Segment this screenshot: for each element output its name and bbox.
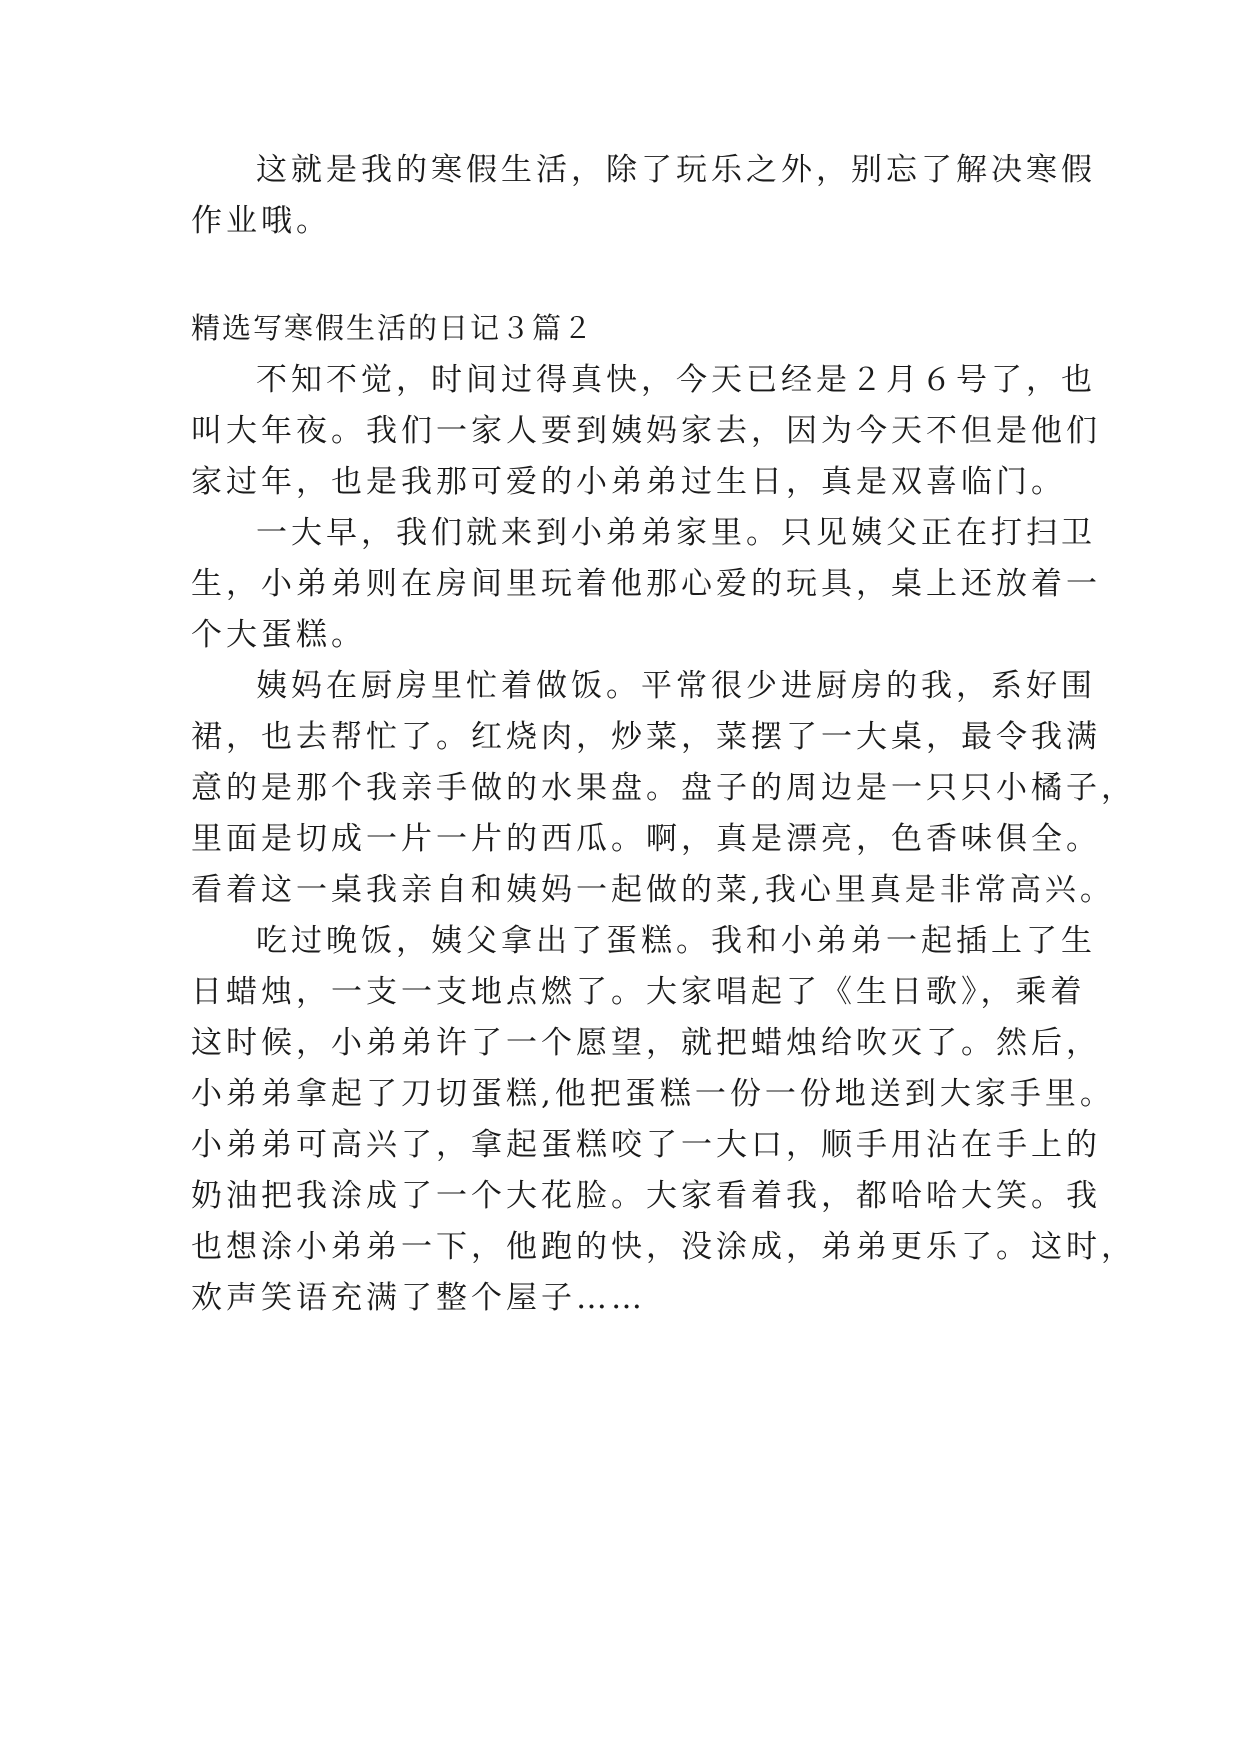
paragraph-1-line-2: 叫大年夜。我们一家人要到姨妈家去，因为今天不但是他们 — [191, 413, 1101, 449]
paragraph-3-line-2: 裙，也去帮忙了。红烧肉，炒菜，菜摆了一大桌，最令我满 — [191, 719, 1101, 755]
paragraph-4-line-1: 吃过晚饭，姨父拿出了蛋糕。我和小弟弟一起插上了生 — [256, 923, 1096, 959]
paragraph-intro-line-1: 这就是我的寒假生活，除了玩乐之外，别忘了解决寒假 — [256, 152, 1096, 188]
paragraph-4-line-4: 小弟弟拿起了刀切蛋糕,他把蛋糕一份一份地送到大家手里。 — [191, 1076, 1115, 1112]
paragraph-4-line-7: 也想涂小弟弟一下，他跑的快，没涂成，弟弟更乐了。这时， — [191, 1229, 1136, 1265]
paragraph-4-line-8: 欢声笑语充满了整个屋子…… — [191, 1280, 646, 1316]
paragraph-2-line-3: 个大蛋糕。 — [191, 617, 366, 653]
paragraph-4-line-2: 日蜡烛，一支一支地点燃了。大家唱起了《生日歌》，乘着 — [191, 974, 1086, 1010]
paragraph-3-line-5: 看着这一桌我亲自和姨妈一起做的菜,我心里真是非常高兴。 — [191, 872, 1115, 908]
paragraph-4-line-3: 这时候，小弟弟许了一个愿望，就把蜡烛给吹灭了。然后， — [191, 1025, 1101, 1061]
paragraph-1-line-3: 家过年，也是我那可爱的小弟弟过生日，真是双喜临门。 — [191, 464, 1066, 500]
section-heading: 精选写寒假生活的日记３篇２ — [191, 311, 595, 345]
paragraph-4-line-6: 奶油把我涂成了一个大花脸。大家看着我，都哈哈大笑。我 — [191, 1178, 1101, 1214]
paragraph-2-line-2: 生，小弟弟则在房间里玩着他那心爱的玩具，桌上还放着一 — [191, 566, 1101, 602]
paragraph-3-line-1: 姨妈在厨房里忙着做饭。平常很少进厨房的我，系好围 — [256, 668, 1096, 704]
paragraph-1-line-1: 不知不觉，时间过得真快，今天已经是２月６号了，也 — [256, 362, 1096, 398]
paragraph-3-line-4: 里面是切成一片一片的西瓜。啊，真是漂亮，色香味俱全。 — [191, 821, 1101, 857]
paragraph-2-line-1: 一大早，我们就来到小弟弟家里。只见姨父正在打扫卫 — [256, 515, 1096, 551]
paragraph-4-line-5: 小弟弟可高兴了，拿起蛋糕咬了一大口，顺手用沾在手上的 — [191, 1127, 1101, 1163]
paragraph-3-line-3: 意的是那个我亲手做的水果盘。盘子的周边是一只只小橘子， — [191, 770, 1136, 806]
paragraph-intro-line-2: 作业哦。 — [191, 203, 331, 239]
